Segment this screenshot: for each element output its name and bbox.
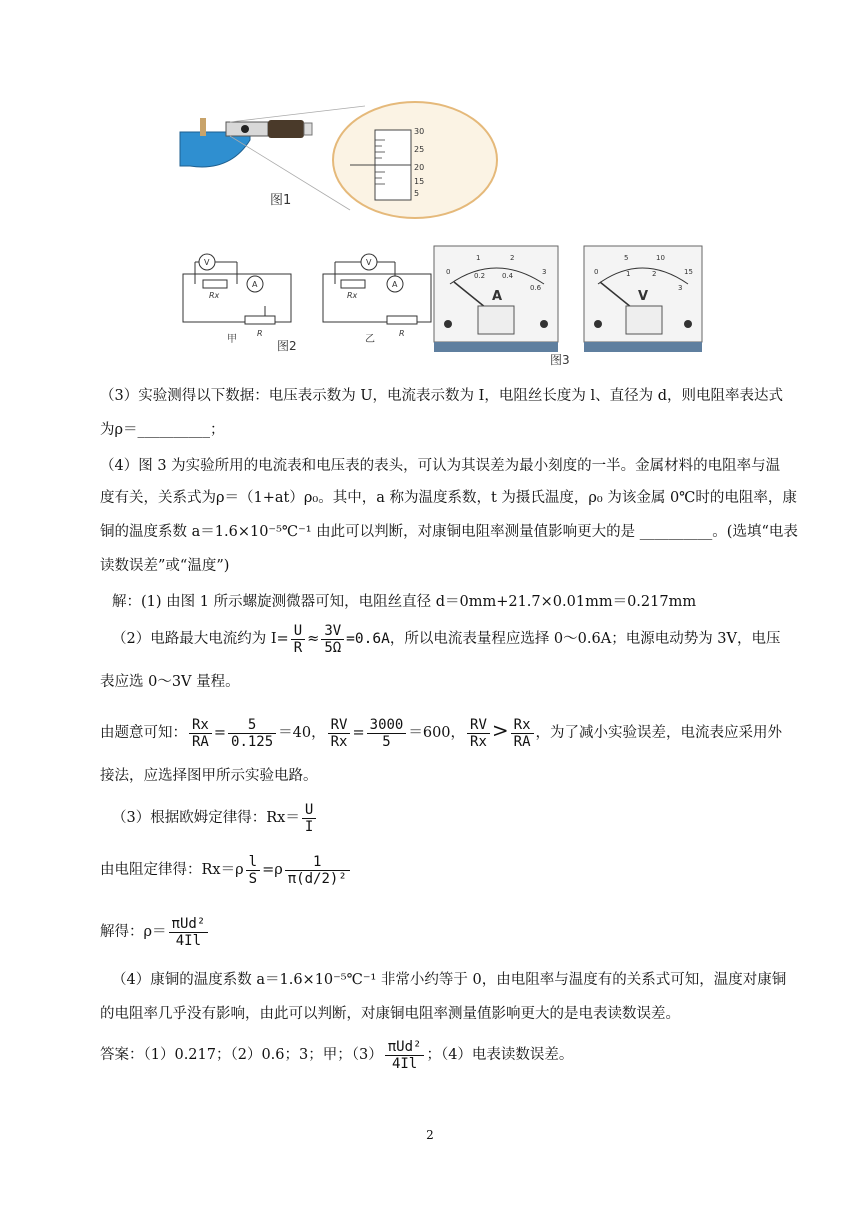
page-number: 2 <box>426 1128 434 1142</box>
ammeter-scale-b3: 0.6 <box>530 284 542 292</box>
circuit-b-voltmeter: V <box>366 258 372 267</box>
voltmeter-symbol: V <box>638 289 649 304</box>
answer-suffix: ；（4）电表读数误差。 <box>426 1047 574 1063</box>
sol2-approx: ≈ <box>307 631 320 647</box>
micro-tick-30: 30 <box>414 127 425 136</box>
circuit-a-label: 甲 <box>227 334 237 345</box>
solution-3-line-1 <box>112 800 318 836</box>
voltmeter-scale-15: 15 <box>684 268 693 276</box>
voltmeter-scale-b2: 2 <box>652 270 657 278</box>
ratio2-value: ＝600， <box>408 725 466 741</box>
voltmeter-scale-10: 10 <box>656 254 665 262</box>
figure-1-micrometer <box>170 100 510 222</box>
solution-1: 解：(1) 由图 1 所示螺旋测微器可知，电阻丝直径 d＝0mm+21.7×0.01mm＝0.217mm <box>112 594 697 610</box>
sol2-suffix: ，所以电流表量程应选择 0～0.6A；电源电动势为 3V，电压 <box>389 631 781 647</box>
sol2-prefix: （2）电路最大电流约为 I= <box>112 631 289 647</box>
sol2-value: =0.6A <box>346 631 390 647</box>
ratio-rv-rx: $\frac{RV}{Rx}$ <box>328 717 351 750</box>
fig1-label: 图1 <box>270 193 292 208</box>
solution-2-line-1 <box>112 622 781 656</box>
fraction-3v-over-5ohm: $\frac{3V}{5\Omega}$ <box>321 623 344 656</box>
ammeter-scale-0: 0 <box>446 268 451 276</box>
solution-2-line-2: 表应选 0～3V 量程。 <box>100 674 240 690</box>
figure-2-circuits <box>175 244 435 356</box>
ammeter-scale-1: 1 <box>476 254 481 262</box>
q3-line-1: （3）实验测得以下数据：电压表示数为 U，电流表示数为 I，电阻丝长度为 l、直径为 d，则电阻率表达式 <box>100 388 784 404</box>
circuit-a-rx: Rx <box>209 291 220 300</box>
circuit-b-rx: Rx <box>347 291 358 300</box>
ratio1-value: ＝40， <box>278 725 326 741</box>
ratio-5-over-0125: $\frac{5}{0.125}$ <box>228 717 276 750</box>
fraction-1-over-pi-d2: $\frac{1}{\text{π(d/2)²}}$ <box>285 854 350 887</box>
micro-tick-15: 15 <box>414 177 425 186</box>
fraction-result-rho: $\frac{\text{πUd²}}{4Il}$ <box>169 916 209 949</box>
ammeter-symbol: A <box>492 289 503 304</box>
solution-4-line-2: 的电阻率几乎没有影响，由此可以判断，对康铜电阻率测量值影响更大的是电表读数误差。 <box>100 1006 680 1022</box>
fraction-l-over-s: $\frac{l}{S}$ <box>246 854 260 887</box>
solution-2-line-3: 由题意可知： $\frac{Rx}{RA}$ = $\frac{5}{0.125}$ ＝40， $\frac{RV}{Rx}$ = $\frac{3000}{5}$ ＝600， $\frac{RV}{Rx}$ > $\frac{Rx}{RA}$ ，为了减小实验误差，电流表应采用外 <box>100 716 783 750</box>
micro-tick-25: 25 <box>414 145 425 154</box>
ammeter-scale-2: 2 <box>510 254 515 262</box>
voltmeter-scale-b3: 3 <box>678 284 683 292</box>
sol3-prefix: （3）根据欧姆定律得：Rx＝ <box>112 810 300 826</box>
q4-line-1: （4）图 3 为实验所用的电流表和电压表的表头，可认为其误差为最小刻度的一半。金属材料的电阻率与温 <box>100 458 781 474</box>
q4-line-2: 度有关，关系式为ρ＝（1+at）ρ₀。其中，a 称为温度系数，t 为摄氏温度，ρ₀ 为该金属 0℃时的电阻率，康 <box>100 490 797 506</box>
sol3-l3-prefix: 解得：ρ＝ <box>100 924 167 940</box>
fraction-u-over-i: $\frac{U}{I}$ <box>302 802 316 835</box>
solution-4-line-1: （4）康铜的温度系数 a＝1.6×10⁻⁵℃⁻¹ 非常小约等于 0，由电阻率与温度有的关系式可知，温度对康铜 <box>112 972 787 988</box>
ammeter-scale-3: 3 <box>542 268 547 276</box>
voltmeter-scale-0: 0 <box>594 268 599 276</box>
solution-3-line-2 <box>100 850 352 890</box>
q4-line-4: 读数误差”或“温度”) <box>100 558 230 574</box>
solution-2-line-4: 接法，应选择图甲所示实验电路。 <box>100 768 318 784</box>
sol2-l3-suffix: ，为了减小实验误差，电流表应采用外 <box>535 725 783 741</box>
ratio-3000-over-5: $\frac{3000}{5}$ <box>367 717 407 750</box>
answer-prefix: 答案：（1）0.217；（2）0.6；3；甲；（3） <box>100 1047 383 1063</box>
q4-line-3: 铜的温度系数 a＝1.6×10⁻⁵℃⁻¹ 由此可以判断，对康铜电阻率测量值影响更大的是 __________。(选填“电表 <box>100 524 798 540</box>
fraction-u-over-r: $\frac{U}{R}$ <box>291 623 305 656</box>
micro-tick-5: 5 <box>414 189 420 198</box>
ratio-rx-ra: $\frac{Rx}{RA}$ <box>189 717 212 750</box>
ammeter-scale-b1: 0.2 <box>474 272 486 280</box>
greater-than: > <box>491 718 509 742</box>
fraction-answer-rho: $\frac{\text{πUd²}}{4Il}$ <box>385 1039 425 1072</box>
figure-3-meters <box>432 244 704 366</box>
circuit-a-voltmeter: V <box>204 258 210 267</box>
sol3-eq: =ρ <box>262 862 283 878</box>
q3-line-2: 为ρ＝__________； <box>100 422 225 438</box>
solution-3-line-3 <box>100 914 210 950</box>
ratio-rx-ra-compare: $\frac{Rx}{RA}$ <box>511 717 534 750</box>
fig2-label: 图2 <box>277 339 297 353</box>
sol2-l3-prefix: 由题意可知： <box>100 725 187 741</box>
sol3-l2-prefix: 由电阻定律得：Rx＝ρ <box>100 862 244 878</box>
circuit-a-ammeter: A <box>252 280 258 289</box>
answer-line <box>100 1036 573 1074</box>
voltmeter-scale-5: 5 <box>624 254 629 262</box>
circuit-a-r: R <box>257 329 263 338</box>
circuit-b-r: R <box>399 329 405 338</box>
circuit-b-ammeter: A <box>392 280 398 289</box>
micro-tick-20: 20 <box>414 163 425 172</box>
ratio-rv-rx-compare: $\frac{RV}{Rx}$ <box>467 717 490 750</box>
voltmeter-scale-b1: 1 <box>626 270 631 278</box>
fig3-label: 图3 <box>550 353 570 366</box>
ammeter-scale-b2: 0.4 <box>502 272 514 280</box>
circuit-b-label: 乙 <box>365 334 375 345</box>
